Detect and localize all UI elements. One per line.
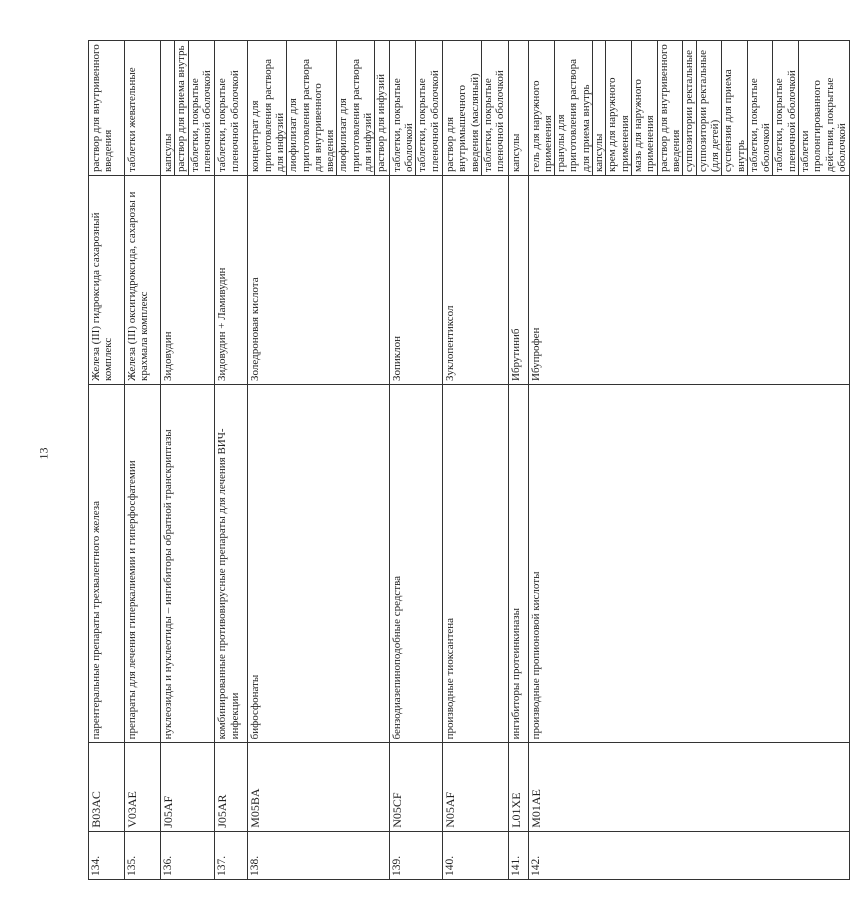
cell-forms — [528, 41, 850, 176]
dosage-form: раствор для внутривенного введения — [90, 44, 115, 173]
dosage-form: гель для наружного применения — [530, 41, 556, 175]
cell-num: 138. — [248, 831, 389, 879]
cell-group: нуклеозиды и нуклеотиды – ингибиторы обратной транскриптазы — [161, 384, 215, 742]
dosage-form: раствор для внутривенного введения — [658, 41, 684, 175]
cell-group: ингибиторы протеинкиназы — [508, 384, 528, 742]
dosage-form: таблетки, покрытые пленочной оболочкой — [216, 70, 241, 173]
table-row — [161, 41, 215, 880]
cell-substance: Железа (III) гидроксида сахарозный комплекс — [89, 176, 125, 385]
cell-group: бифосфонаты — [248, 384, 389, 742]
cell-forms — [125, 41, 161, 176]
table-row — [215, 41, 248, 880]
cell-forms — [161, 41, 215, 176]
cell-forms — [248, 41, 389, 176]
cell-group: комбинированные противовирусные препараты для лечения ВИЧ-инфекции — [215, 384, 248, 742]
cell-forms — [89, 41, 125, 176]
table-row — [508, 41, 528, 880]
table-body — [89, 41, 850, 880]
dosage-form: таблетки, покрытые пленочной оболочкой — [416, 70, 441, 173]
cell-group: производные пропионовой кислоты — [528, 384, 850, 742]
cell-num: 141. — [508, 831, 528, 879]
cell-code: B03AC — [89, 743, 125, 831]
cell-substance: Зидовудин — [161, 176, 215, 385]
dosage-form: крем для наружного применения — [606, 41, 632, 175]
dosage-form: капсулы — [509, 133, 522, 173]
cell-substance: Золедроновая кислота — [248, 176, 389, 385]
table-row — [442, 41, 508, 880]
dosage-form: таблетки, покрытые оболочкой — [391, 41, 417, 175]
dosage-form: концентрат для приготовления раствора для инфузий — [249, 41, 287, 175]
cell-substance: Ибрутиниб — [508, 176, 528, 385]
cell-group: производные тиоксантена — [442, 384, 508, 742]
dosage-form: капсулы — [162, 41, 175, 175]
page-number: 13 — [36, 447, 51, 460]
cell-num: 134. — [89, 831, 125, 879]
cell-substance: Зуклопентиксол — [442, 176, 508, 385]
cell-num: 140. — [442, 831, 508, 879]
cell-code: L01XE — [508, 743, 528, 831]
dosage-form: таблетки пролонгированного действия, покрытые оболочкой — [799, 77, 848, 173]
cell-substance: Ибупрофен — [528, 176, 850, 385]
cell-num: 139. — [389, 831, 442, 879]
table-row — [125, 41, 161, 880]
dosage-form: суспензия для приема внутрь — [722, 41, 748, 175]
cell-forms — [389, 41, 442, 176]
dosage-form: таблетки, покрытые пленочной оболочкой — [188, 70, 213, 173]
cell-code: N05AF — [442, 743, 508, 831]
dosage-form: лиофилизат для приготовления раствора для инфузий — [337, 41, 375, 175]
dosage-form: таблетки, покрытые оболочкой — [748, 41, 774, 175]
cell-group: препараты для лечения гиперкалиемии и гиперфосфатемии — [125, 384, 161, 742]
dosage-form: таблетки, покрытые пленочной оболочкой — [773, 41, 799, 175]
cell-group: парентеральные препараты трехвалентного железа — [89, 384, 125, 742]
cell-forms — [442, 41, 508, 176]
cell-code: M05BA — [248, 743, 389, 831]
cell-forms — [508, 41, 528, 176]
table-row — [89, 41, 125, 880]
cell-num: 135. — [125, 831, 161, 879]
cell-substance: Зопиклон — [389, 176, 442, 385]
dosage-form: суппозитории ректальные — [683, 41, 696, 175]
table-row — [248, 41, 389, 880]
cell-num: 137. — [215, 831, 248, 879]
cell-code: J05AR — [215, 743, 248, 831]
cell-code: N05CF — [389, 743, 442, 831]
table-row — [389, 41, 442, 880]
dosage-form: раствор для приема внутрь — [175, 41, 188, 175]
cell-group: бензодиазепиноподобные средства — [389, 384, 442, 742]
cell-forms — [215, 41, 248, 176]
dosage-form: раствор для инфузий — [375, 73, 388, 173]
cell-substance: Железа (III) оксигидроксида, сахарозы и крахмала комплекс — [125, 176, 161, 385]
dosage-form: раствор для внутримышечного введения (масляный) — [444, 41, 482, 175]
cell-num: 142. — [528, 831, 850, 879]
dosage-form: лиофилизат для приготовления раствора для внутривенного введения — [287, 41, 337, 175]
dosage-form: суппозитории ректальные (для детей) — [697, 41, 723, 175]
drug-table — [88, 40, 850, 880]
dosage-form: таблетки жевательные — [126, 67, 138, 173]
cell-substance: Зидовудин + Ламивудин — [215, 176, 248, 385]
dosage-form: гранулы для приготовления раствора для приема внутрь — [555, 41, 593, 175]
cell-code: M01AE — [528, 743, 850, 831]
dosage-form: капсулы — [593, 41, 606, 175]
rotated-page — [88, 40, 848, 880]
dosage-form: мазь для наружного применения — [632, 41, 658, 175]
dosage-form: таблетки, покрытые пленочной оболочкой — [481, 70, 507, 173]
cell-num: 136. — [161, 831, 215, 879]
table-row — [528, 41, 850, 880]
cell-code: V03AE — [125, 743, 161, 831]
cell-code: J05AF — [161, 743, 215, 831]
